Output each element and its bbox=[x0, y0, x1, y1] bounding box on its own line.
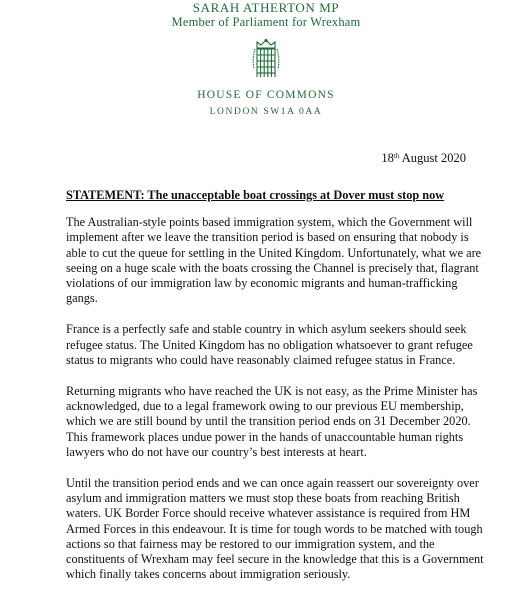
statement-body bbox=[66, 188, 486, 598]
house-of-commons: HOUSE OF COMMONS bbox=[197, 89, 335, 101]
paragraph-2: France is a perfectly safe and stable country in which asylum seekers should seek refugee status. The United Kingdom has no obligation whatsoever to grant refugee status to migrants who could have reasonably claimed refugee status in France. bbox=[66, 322, 473, 367]
date-month-year: August 2020 bbox=[401, 151, 466, 165]
paragraph-1: The Australian-style points based immigration system, which the Government will implement after we leave the transition period is based on ensuring that nobody is able to cut the queue for settling in the United Kingdom. Unfortunately, what we are seeing on a huge scale with the boats crossing the Channel is precisely that, flagrant violations of our immigration law by economic migrants and human-trafficking gangs. bbox=[66, 215, 482, 306]
mp-role: Member of Parliament for Wrexham bbox=[171, 15, 361, 29]
mp-name: SARAH ATHERTON MP bbox=[192, 0, 340, 15]
paragraph-4: Until the transition period ends and we can once again reassert our sovereignty over asylum and immigration matters we must stop these boats from reaching British waters. UK Border Force should receive whatever assistance is required from HM Armed Forces in this endeavour. It is time for tough words to be matched with tough actions so that fairness may be restored to our immigration system, and the constituents of Wrexham may feel secure in the knowledge that this is a Government which finally takes concerns about immigration seriously. bbox=[66, 476, 484, 582]
date-day: 18 bbox=[381, 151, 394, 165]
date-suffix: th bbox=[393, 152, 400, 160]
portcullis-icon bbox=[251, 39, 281, 81]
paragraph-3: Returning migrants who have reached the UK is not easy, as the Prime Minister has acknowledged, due to a legal framework owing to our previous EU membership, which we are still bound by until the transition period ends on 31 December 2020. This framework places undue power in the hands of unaccountable human rights lawyers who do not have our country’s best interests at heart. bbox=[66, 384, 478, 459]
statement-title: STATEMENT: The unacceptable boat crossings at Dover must stop now bbox=[66, 188, 445, 202]
address: LONDON SW1A 0AA bbox=[209, 107, 323, 117]
statement-date bbox=[381, 151, 466, 166]
letterhead bbox=[0, 0, 532, 118]
